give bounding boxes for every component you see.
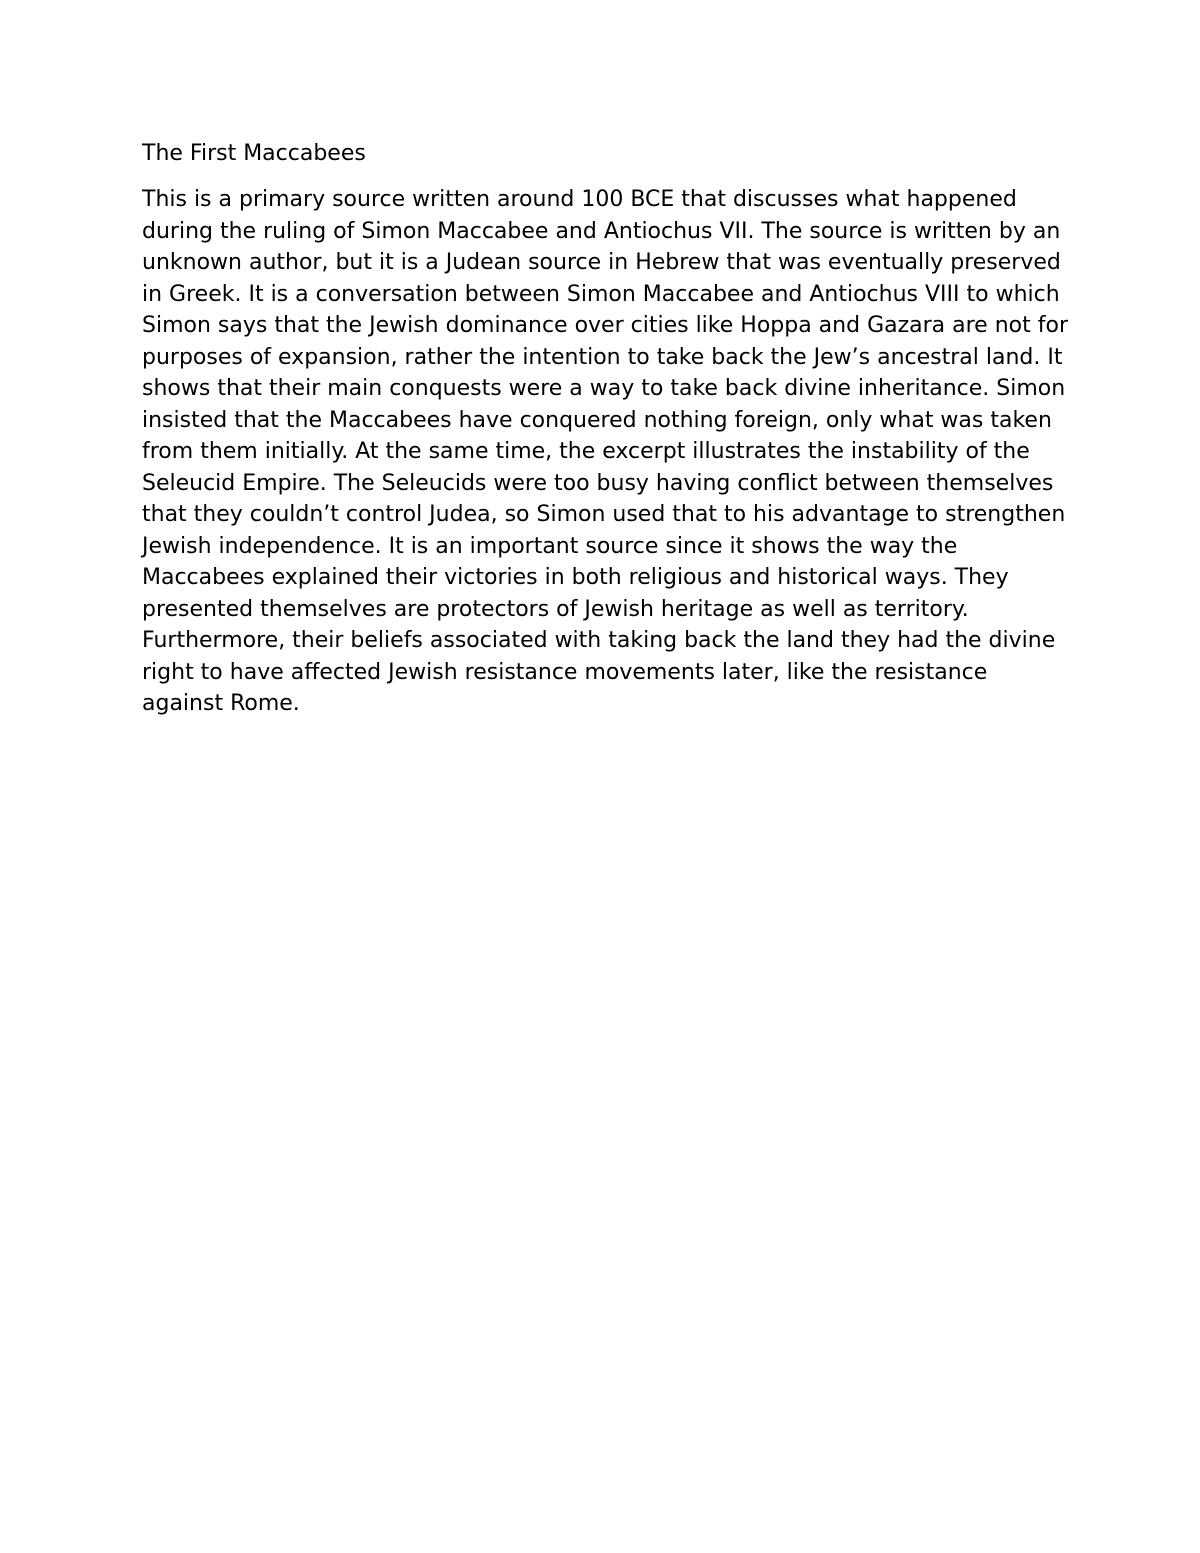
- document-content: [142, 138, 1072, 720]
- document-body-paragraph: This is a primary source written around 100 BCE that discusses what happened during the ruling of Simon Maccabee and Antiochus VII. The source is written by an unknown author, but it is a Judean source in Hebrew that was eventually preserved in Greek. It is a conversation between Simon Maccabee and Antiochus VIII to which Simon says that the Jewish dominance over cities like Hoppa and Gazara are not for purposes of expansion, rather the intention to take back the Jew’s ancestral land. It shows that their main conquests were a way to take back divine inheritance. Simon insisted that the Maccabees have conquered nothing foreign, only what was taken from them initially. At the same time, the excerpt illustrates the instability of the Seleucid Empire. The Seleucids were too busy having conflict between themselves that they couldn’t control Judea, so Simon used that to his advantage to strengthen Jewish independence. It is an important source since it shows the way the Maccabees explained their victories in both religious and historical ways. They presented themselves are protectors of Jewish heritage as well as territory. Furthermore, their beliefs associated with taking back the land they had the divine right to have affected Jewish resistance movements later, like the resistance against Rome.: [142, 187, 1068, 716]
- document-title: The First Maccabees: [142, 141, 366, 166]
